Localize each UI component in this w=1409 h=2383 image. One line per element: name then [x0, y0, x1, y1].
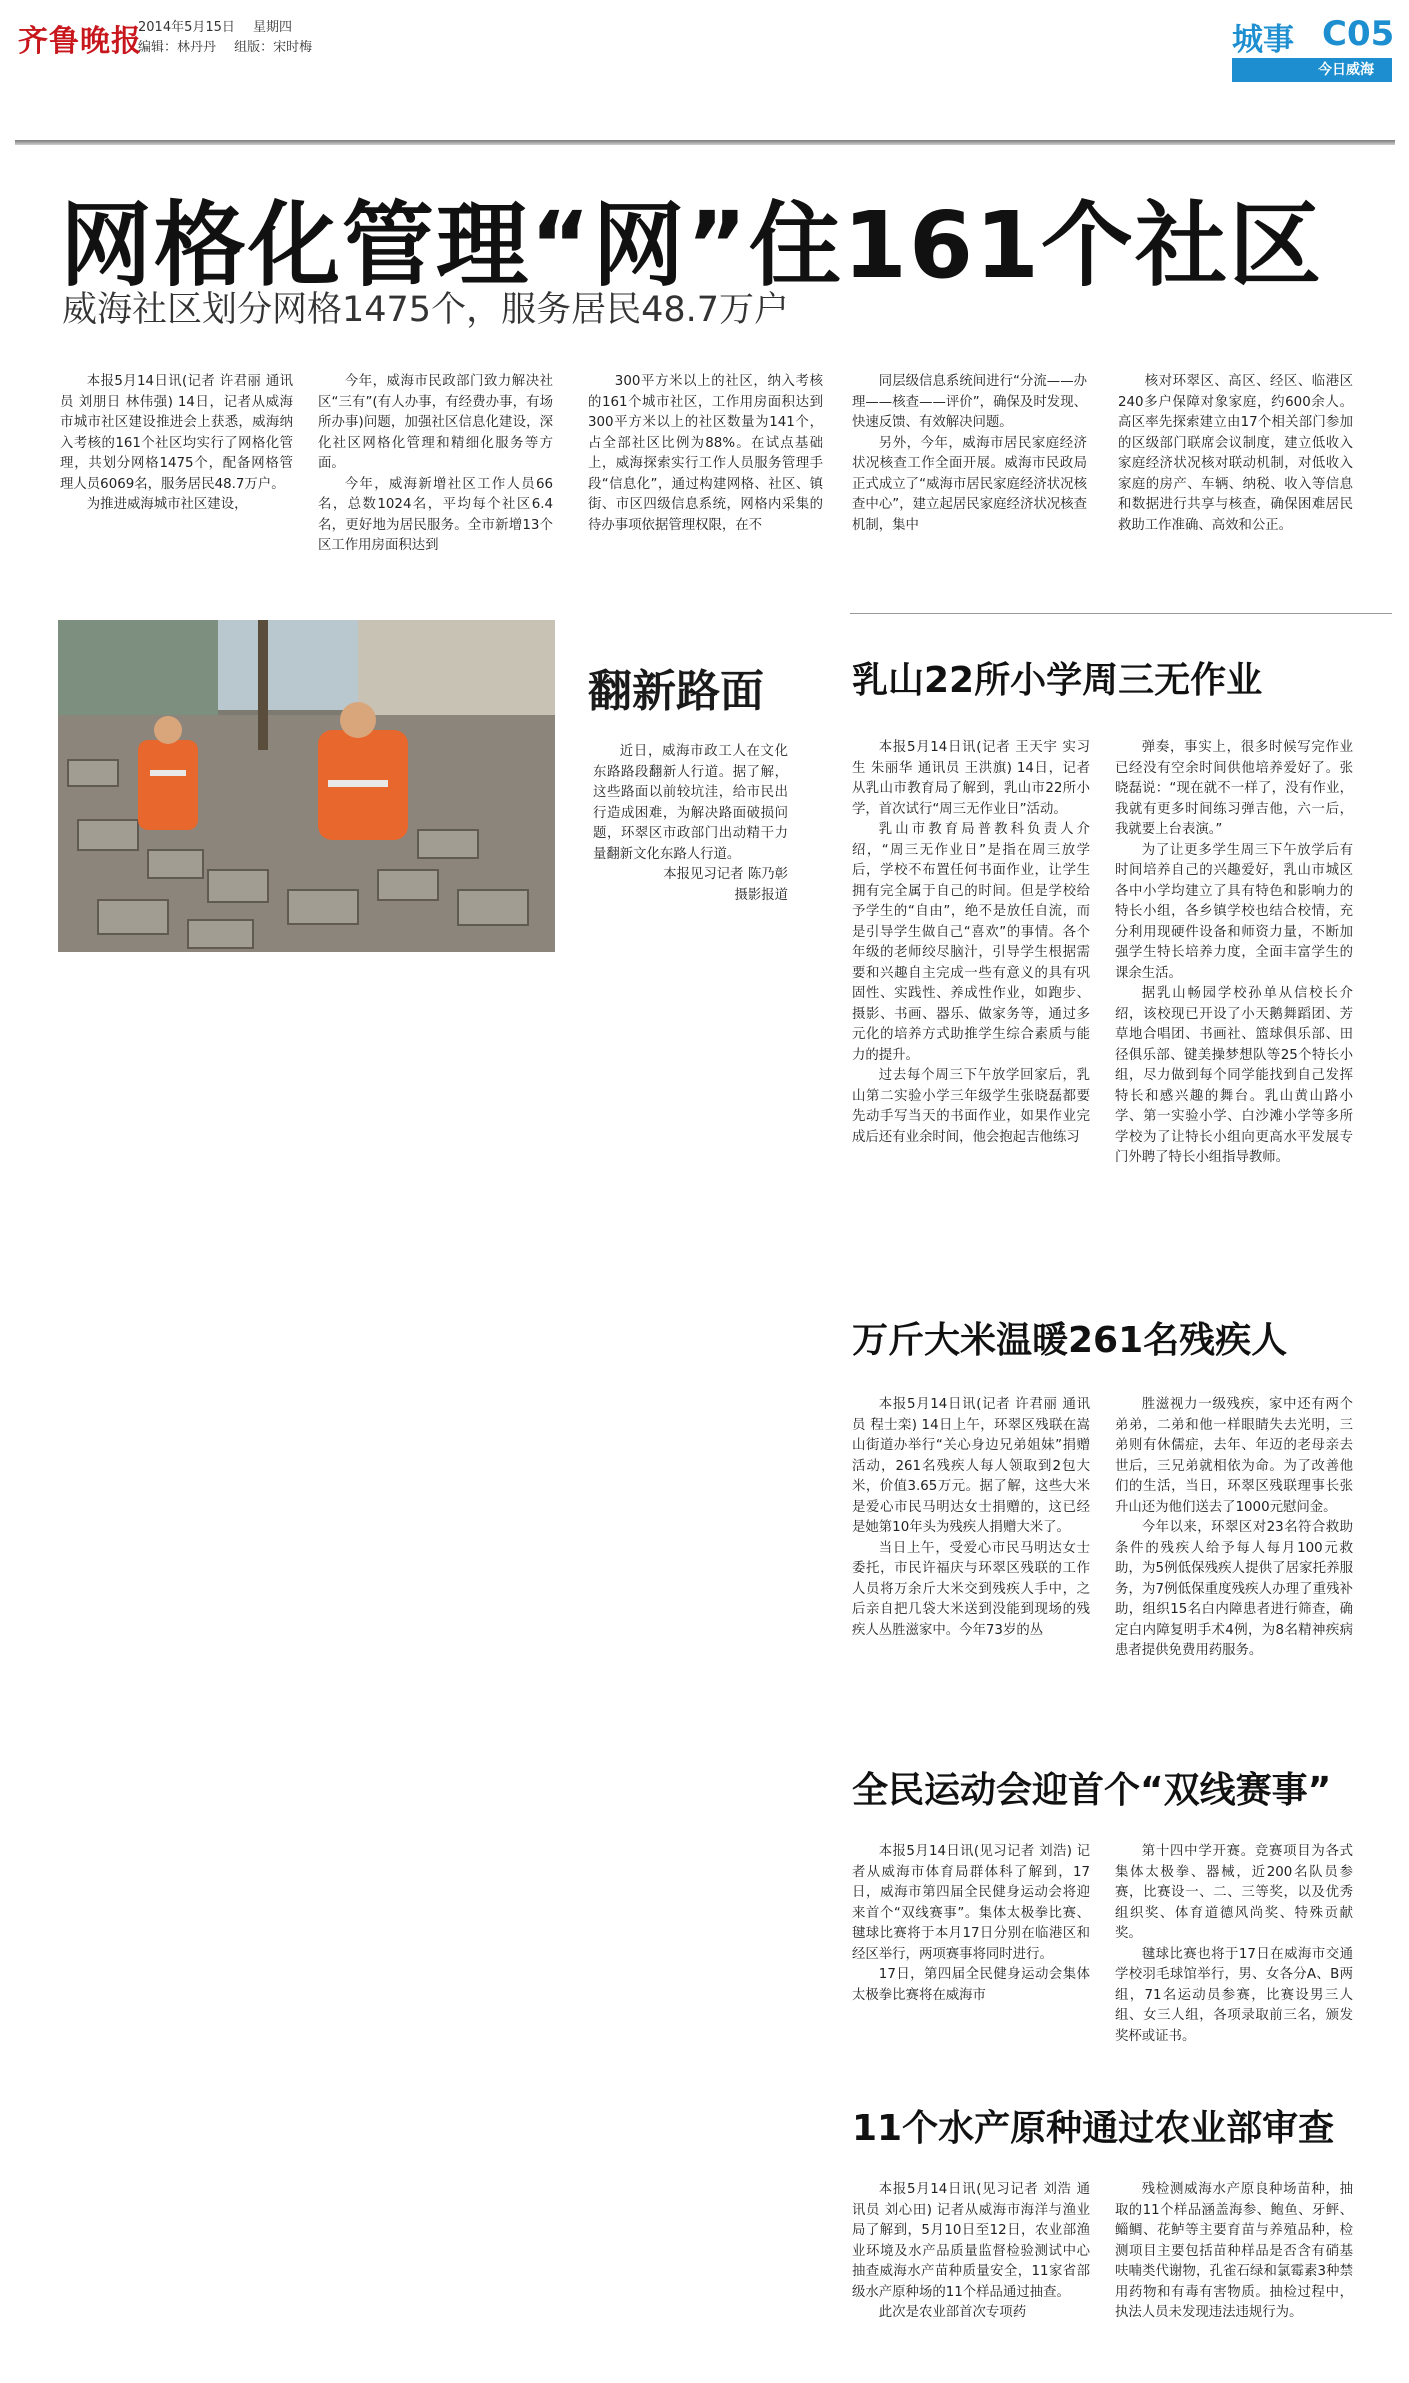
- main-article-column-1: [60, 372, 293, 572]
- article-title-homework: 乳山22所小学周三无作业: [852, 660, 1263, 701]
- paragraph: 同层级信息系统间进行“分流——办理——核查——评价”，确保及时发现、快速反馈、有效解决问题。: [852, 374, 1087, 430]
- main-article-column-2: [318, 372, 553, 572]
- paragraph: 本报5月14日讯(记者 王天宇 实习生 朱丽华 通讯员 王洪旗) 14日，记者从乳山市教育局了解到，乳山市22所小学，首次试行“周三无作业日”活动。: [852, 740, 1090, 817]
- paragraph: 过去每个周三下午放学回家后，乳山第二实验小学三年级学生张晓磊都要先动手写当天的书面作业，如果作业完成后还有业余时间，他会抱起吉他练习: [852, 1068, 1090, 1145]
- main-article-column-5: [1118, 372, 1353, 572]
- editor-credit: 编辑：林丹丹: [138, 40, 217, 55]
- paragraph: 17日，第四届全民健身运动会集体太极拳比赛将在威海市: [852, 1967, 1090, 2003]
- caption-text: 近日，威海市政工人在文化东路路段翻新人行道。据了解，这些路面以前较坑洼，给市民出行造成困难，为解决路面破损问题，环翠区市政部门出动精干力量翻新文化东路人行道。: [593, 744, 788, 862]
- article-sports-right: [1115, 1842, 1353, 2052]
- paragraph: 据乳山畅园学校孙单从信校长介绍，该校现已开设了小天鹅舞蹈团、芳草地合唱团、书画社、篮球俱乐部、田径俱乐部、键美操梦想队等25个特长小组，尽力做到每个同学能找到自己发挥特长和感兴趣的舞台。乳山黄山路小学、第一实验小学、白沙滩小学等多所学校为了让特长小组向更高水平发展专门外聘了特长小组指导教师。: [1115, 986, 1353, 1165]
- article-title-rice: 万斤大米温暖261名残疾人: [852, 1320, 1288, 1361]
- paragraph: 今年，威海市民政部门致力解决社区“三有”(有人办事，有经费办事，有场所办事)问题，加强社区信息化建设，深化社区网格化管理和精细化服务等方面。: [318, 374, 553, 471]
- paragraph: 残检测威海水产原良种场苗种，抽取的11个样品涵盖海参、鲍鱼、牙鲆、鲻鲷、花鲈等主要育苗与养殖品种，检测项目主要包括苗种样品是否含有硝基呋喃类代谢物，孔雀石绿和氯霉素3种禁用药物和有毒有害物质。抽检过程中，执法人员未发现违法违规行为。: [1115, 2182, 1353, 2320]
- top-rule: [15, 140, 1395, 145]
- layout-credit: 组版：宋时梅: [234, 40, 313, 55]
- article-sports-left: [852, 1842, 1090, 2052]
- paragraph: 为了让更多学生周三下午放学后有时间培养自己的兴趣爱好，乳山市城区各中小学均建立了具有特色和影响力的特长小组，各乡镇学校也结合校情，充分利用现硬件设备和师资力量，不断加强学生特长培养力度，全面丰富学生的课余生活。: [1115, 842, 1353, 981]
- issue-date-line: [138, 16, 306, 35]
- article-rice-left: [852, 1395, 1090, 1715]
- photo-credit: 本报见习记者 陈乃彰: [663, 867, 788, 882]
- newspaper-logo: 齐鲁晚报: [18, 24, 142, 59]
- subsection-bar: 今日威海: [1232, 58, 1392, 82]
- main-headline: 网格化管理“网”住161个社区: [60, 192, 1323, 299]
- photo-caption: [593, 742, 788, 906]
- paragraph: 毽球比赛也将于17日在威海市交通学校羽毛球馆举行，男、女各分A、B两组，71名运动员参赛，比赛设男三人组、女三人组，各项录取前三名，颁发奖杯或证书。: [1115, 1946, 1353, 2044]
- paragraph: 本报5月14日讯(见习记者 刘浩) 记者从威海市体育局群体科了解到，17日，威海市第四届全民健身运动会将迎来首个“双线赛事”。集体太极拳比赛、毽球比赛将于本月17日分别在临港区和经区举行，两项赛事将同时进行。: [852, 1844, 1090, 1962]
- paragraph: 弹奏，事实上，很多时候写完作业已经没有空余时间供他培养爱好了。张晓磊说：“现在就不一样了，没有作业，我就有更多时间练习弹吉他，六一后，我就要上台表演。”: [1115, 740, 1353, 837]
- paragraph: 乳山市教育局普教科负责人介绍，“周三无作业日”是指在周三放学后，学校不布置任何书面作业，让学生拥有完全属于自己的时间。但是学校给予学生的“自由”，绝不是放任自流，而是引导学生做自己“喜欢”的事情。各个年级的老师绞尽脑汁，引导学生根据需要和兴趣自主完成一些有意义的具有巩固性、实践性、养成性作业，如跑步、摄影、书画、器乐、做家务等，通过多元化的培养方式助推学生综合素质与能力的提升。: [852, 822, 1090, 1063]
- article-aquatic-right: [1115, 2180, 1353, 2375]
- paragraph: 本报5月14日讯(记者 许君丽 通讯员 程士栾) 14日上午，环翠区残联在嵩山街道办举行“关心身边兄弟姐妹”捐赠活动，261名残疾人每人领取到2包大米，价值3.65万元。据了解，这些大米是爱心市民马明达女士捐赠的，这已经是她第10年头为残疾人捐赠大米了。: [852, 1397, 1090, 1535]
- workers-illustration: [58, 620, 555, 952]
- paragraph: 当日上午，受爱心市民马明达女士委托，市民许福庆与环翠区残联的工作人员将万余斤大米交到残疾人手中，之后亲自把几袋大米送到没能到现场的残疾人丛胜滋家中。今年73岁的丛: [852, 1540, 1090, 1638]
- paragraph: 胜滋视力一级残疾，家中还有两个弟弟，二弟和他一样眼睛失去光明，三弟则有休儒症，去年、年迈的老母亲去世后，三兄弟就相依为命。为了改善他们的生活，当日，环翠区残联理事长张升山还为他们送去了1000元慰问金。: [1115, 1397, 1353, 1515]
- main-subheadline: 威海社区划分网格1475个，服务居民48.7万户: [62, 290, 790, 330]
- issue-weekday: 星期四: [253, 20, 293, 35]
- article-title-sports: 全民运动会迎首个“双线赛事”: [852, 1770, 1332, 1811]
- photo-story-title: 翻新路面: [588, 666, 764, 717]
- paragraph: 本报5月14日讯(见习记者 刘浩 通讯员 刘心田) 记者从威海市海洋与渔业局了解到，5月10日至12日，农业部渔业环境及水产品质量监督检验测试中心抽查威海水产苗种质量安全，11家省部级水产原种场的11个样品通过抽查。: [852, 2182, 1090, 2300]
- paragraph: 本报5月14日讯(记者 许君丽 通讯员 刘朋日 林伟强) 14日，记者从威海市城市社区建设推进会上获悉，威海纳入考核的161个社区均实行了网格化管理，共划分网格1475个，配备网格管理人员6069名，服务居民48.7万户。: [60, 374, 293, 492]
- article-homework-left: [852, 738, 1090, 1258]
- article-aquatic-left: [852, 2180, 1090, 2375]
- section-name: 城事: [1232, 22, 1294, 58]
- paragraph: 另外，今年，威海市居民家庭经济状况核查工作全面开展。威海市民政局正式成立了“威海市居民家庭经济状况核查中心”，建立起居民家庭经济状况核查机制，集中: [852, 435, 1087, 533]
- paragraph: 此次是农业部首次专项药: [878, 2305, 1027, 2320]
- photo-credit-type: 摄影报道: [734, 887, 788, 903]
- page-number: C05: [1322, 14, 1395, 54]
- paragraph: 为推进威海城市社区建设，: [86, 497, 248, 512]
- paragraph: 核对环翠区、高区、经区、临港区240多户保障对象家庭，约600余人。高区率先探索建立由17个相关部门参加的区级部门联席会议制度，建立低收入家庭经济状况核对联动机制，对低收入家庭的房产、车辆、纳税、收入等信息和数据进行共享与核查，确保困难居民救助工作准确、高效和公正。: [1118, 374, 1353, 533]
- paragraph: 300平方米以上的社区，纳入考核的161个城市社区，工作用房面积达到300平方米以上的社区数量为141个，占全部社区比例为88%。在试点基础上，威海探索实行工作人员服务管理手段“信息化”，通过构建网格、社区、镇街、市区四级信息系统，网格内采集的待办事项依据管理权限，在不: [588, 374, 823, 533]
- main-article-column-4: [852, 372, 1087, 572]
- article-rice-right: [1115, 1395, 1353, 1715]
- issue-date: 2014年5月15日: [138, 20, 235, 35]
- paragraph: 今年以来，环翠区对23名符合救助条件的残疾人给予每人每月100元救助，为5例低保残疾人提供了居家托养服务，为7例低保重度残疾人办理了重残补助，组织15名白内障患者进行筛查，确定白内障复明手术4例，为8名精神疾病患者提供免费用药服务。: [1115, 1520, 1353, 1658]
- section-divider: [850, 613, 1392, 614]
- article-homework-right: [1115, 738, 1353, 1258]
- paragraph: 第十四中学开赛。竞赛项目为各式集体太极拳、器械，近200名队员参赛，比赛设一、二、三等奖，以及优秀组织奖、体育道德风尚奖、特殊贡献奖。: [1115, 1844, 1353, 1941]
- main-article-column-3: [588, 372, 823, 572]
- staff-line: [138, 36, 326, 55]
- road-repair-photo: [58, 620, 555, 952]
- paragraph: 今年，威海新增社区工作人员66名，总数1024名，平均每个社区6.4名，更好地为居民服务。全市新增13个区工作用房面积达到: [318, 476, 553, 553]
- article-title-aquatic: 11个水产原种通过农业部审查: [852, 2108, 1335, 2149]
